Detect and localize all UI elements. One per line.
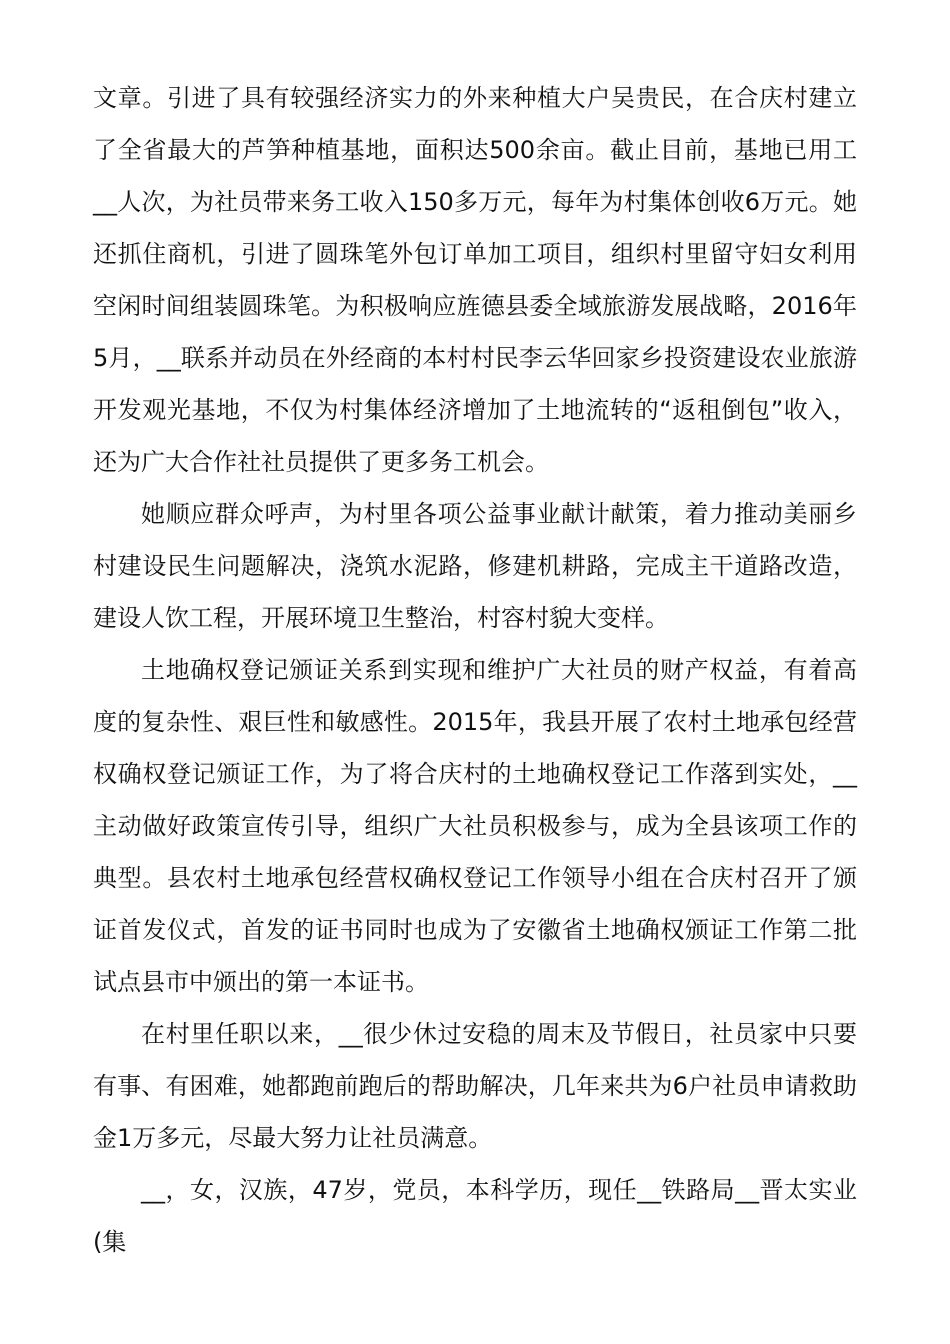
paragraph-profile: __，女，汉族，47岁，党员，本科学历，现任__铁路局__晋太实业(集 [93, 1176, 857, 1256]
paragraph-land-rights: 土地确权登记颁证关系到实现和维护广大社员的财产权益，有着高度的复杂性、艰巨性和敏感性。2015年，我县开展了农村土地承包经营权确权登记颁证工作，为了将合庆村的土地确权登记工作落到实处，__主动做好政策宣传引导，组织广大社员积极参与，成为全县该项工作的典型。县农村土地承包经营权确权登记工作领导小组在合庆村召开了颁证首发仪式，首发的证书同时也成为了安徽省土地确权颁证工作第二批试点县市中颁出的第一本证书。 [93, 656, 857, 996]
paragraph-public-welfare: 她顺应群众呼声，为村里各项公益事业献计献策，着力推动美丽乡村建设民生问题解决，浇筑水泥路，修建机耕路，完成主干道路改造，建设人饮工程，开展环境卫生整治，村容村貌大变样。 [93, 500, 857, 632]
paragraph-continuation: 文章。引进了具有较强经济实力的外来种植大户吴贵民，在合庆村建立了全省最大的芦笋种植基地，面积达500余亩。截止目前，基地已用工__人次，为社员带来务工收入150多万元，每年为村集体创收6万元。她还抓住商机，引进了圆珠笔外包订单加工项目，组织村里留守妇女利用空闲时间组装圆珠笔。为积极响应旌德县委全域旅游发展战略，2016年5月，__联系并动员在外经商的本村村民李云华回家乡投资建设农业旅游开发观光基地，不仅为村集体经济增加了土地流转的“返租倒包”收入，还为广大合作社社员提供了更多务工机会。 [93, 84, 857, 476]
paragraph-service: 在村里任职以来，__很少休过安稳的周末及节假日，社员家中只要有事、有困难，她都跑前跑后的帮助解决，几年来共为6户社员申请救助金1万多元，尽最大努力让社员满意。 [93, 1020, 857, 1152]
document-body [93, 72, 857, 1268]
